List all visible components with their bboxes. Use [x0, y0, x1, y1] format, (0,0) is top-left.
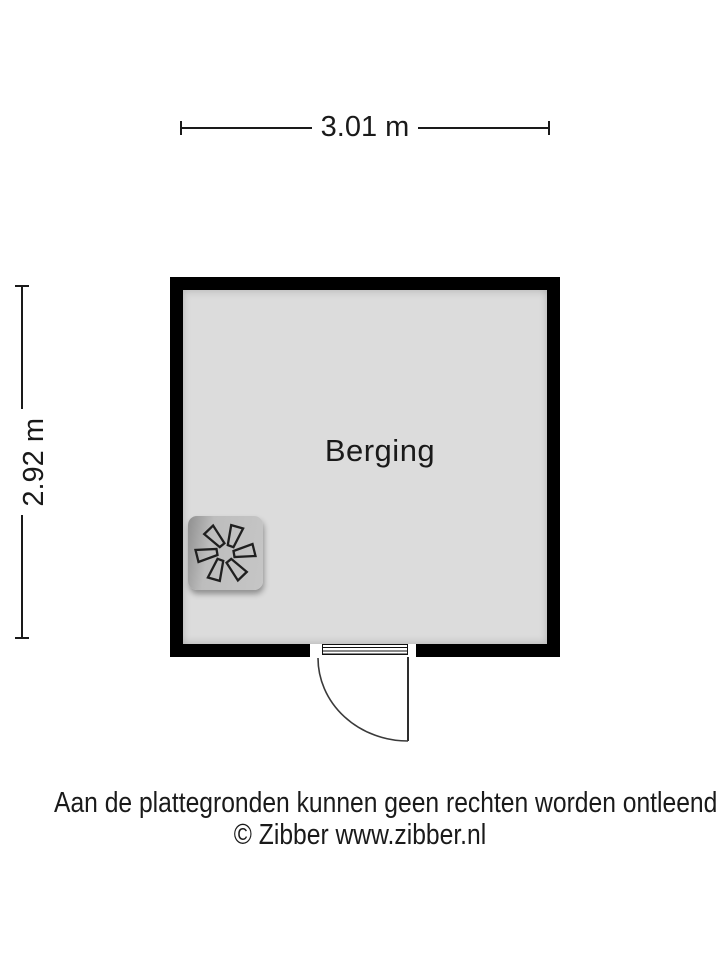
- dimension-line-segment: [21, 515, 23, 637]
- dimension-line-segment: [182, 127, 312, 129]
- door-swing-arc: [317, 657, 410, 743]
- fan-blades-graphic: [188, 516, 263, 590]
- dimension-width: [180, 110, 550, 143]
- dimension-height-label: 2.92 m: [17, 417, 50, 507]
- copyright-text: © Zibber www.zibber.nl: [233, 819, 487, 851]
- dimension-line-segment: [21, 287, 23, 409]
- dimension-tick-right: [548, 121, 550, 135]
- footer: [0, 787, 720, 851]
- dimension-height: [15, 285, 50, 639]
- disclaimer-text: Aan de plattegronden kunnen geen rechten worden ontleend: [54, 787, 718, 819]
- ventilation-fan-icon: [188, 516, 263, 590]
- room-label: Berging: [324, 433, 436, 468]
- dimension-line-segment: [418, 127, 548, 129]
- dimension-width-label: 3.01 m: [320, 110, 410, 143]
- door-threshold: [322, 644, 408, 655]
- dimension-tick-bottom: [15, 637, 29, 639]
